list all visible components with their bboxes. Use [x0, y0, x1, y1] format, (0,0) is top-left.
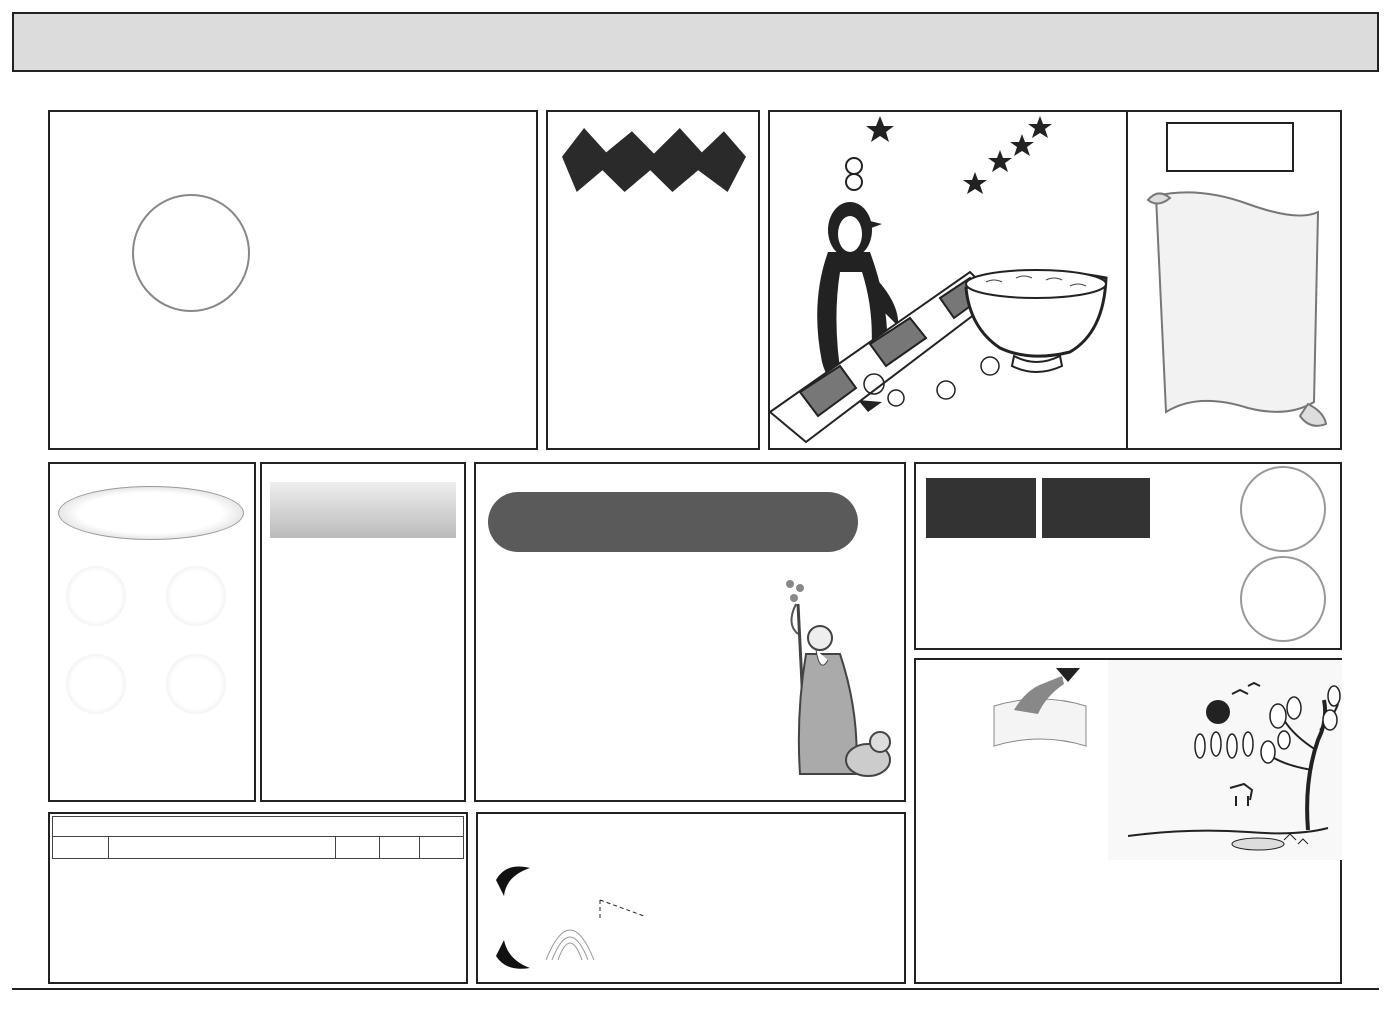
penguin-bowl-illustration: [770, 112, 1126, 448]
picture-interpret-panel: [914, 658, 1342, 984]
spirit-code-title: [488, 492, 858, 552]
watermark-strip-top: [18, 78, 1373, 106]
watermark-strip-right: [1344, 108, 1372, 988]
special-number: [166, 654, 226, 714]
hot-tips-title: [270, 482, 456, 538]
number-capsules-panel: [476, 812, 906, 984]
results-table-title: [53, 817, 464, 837]
code-hunt-panel: [1126, 110, 1342, 450]
special-number: [166, 566, 226, 626]
open-number-ring: [1240, 556, 1326, 642]
lucky-codes-panel: [546, 110, 760, 450]
masthead: [12, 12, 1379, 72]
brush-book-illustration: [980, 666, 1100, 752]
disclaimer-footer: [12, 988, 1379, 1018]
watermark-strip-left: [16, 108, 44, 988]
seal-stamp: [132, 194, 250, 312]
results-header-total: [419, 837, 463, 859]
recent-results-table-panel: [48, 812, 468, 984]
special-code-title: [58, 486, 244, 540]
big-title-panel: [48, 110, 538, 450]
lucky-codes-title-banner: [562, 128, 746, 192]
results-header-balls: [109, 837, 336, 859]
special-number: [66, 566, 126, 626]
hot-tips-panel: [260, 462, 466, 802]
arcs-shape: [540, 860, 650, 970]
landscape-tree-illustration: [1108, 660, 1342, 860]
open-number-ring: [1240, 466, 1326, 552]
sage-figure-illustration: [776, 564, 900, 784]
total-open-tab: [926, 478, 1036, 538]
results-header-parity: [379, 837, 419, 859]
special-open-tab: [1042, 478, 1150, 538]
results-header-special: [335, 837, 379, 859]
results-header-period: [53, 837, 109, 859]
scroll-poem: [1188, 228, 1204, 378]
scroll-illustration: [1138, 182, 1334, 442]
cartoon-panel: [768, 110, 1128, 450]
recent-results-table: [52, 816, 464, 859]
special-code-panel: [48, 462, 256, 802]
open-result-panel: [914, 462, 1342, 650]
spirit-code-panel: [474, 462, 906, 802]
code-hunt-title: [1166, 122, 1294, 172]
special-number: [66, 654, 126, 714]
